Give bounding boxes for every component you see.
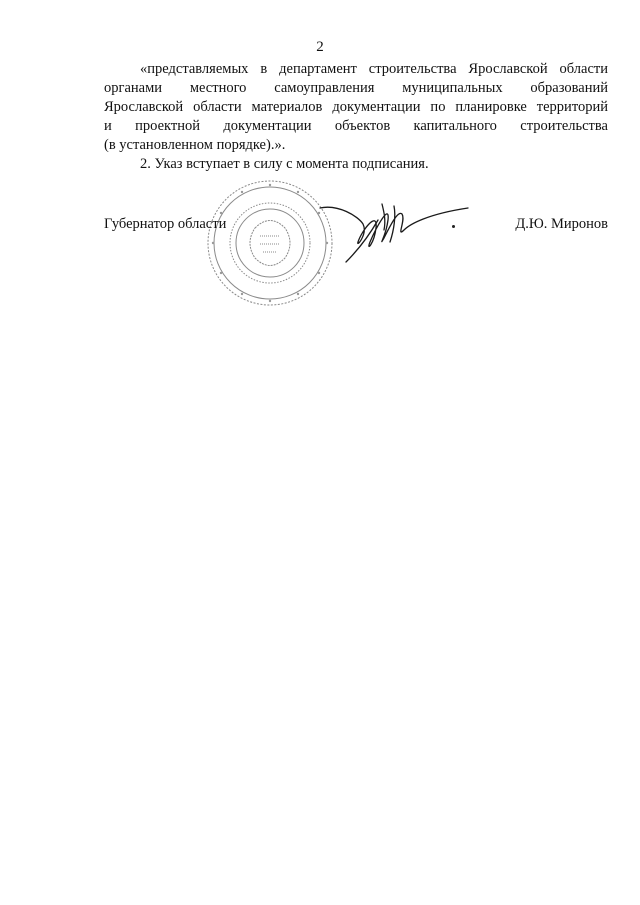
text-line: органами местного самоуправления муниципальных образований (104, 80, 608, 96)
document-body (104, 60, 608, 174)
signatory-position: Губернатор области (104, 216, 227, 232)
signature-row (104, 214, 608, 236)
text-line: и проектной документации объектов капитального строительства (104, 118, 608, 134)
text-line: «представляемых в департамент строительства Ярославской области (140, 61, 608, 77)
signatory-name: Д.Ю. Миронов (515, 216, 608, 232)
text-line: (в установленном порядке).». (104, 137, 286, 153)
official-seal-icon (205, 178, 335, 308)
text-line: Ярославской области материалов документации по планировке территорий (104, 99, 608, 115)
paragraph-point-2: 2. Указ вступает в силу с момента подписания. (140, 156, 429, 172)
paragraph-quote (104, 60, 608, 155)
page-number: 2 (316, 39, 324, 55)
